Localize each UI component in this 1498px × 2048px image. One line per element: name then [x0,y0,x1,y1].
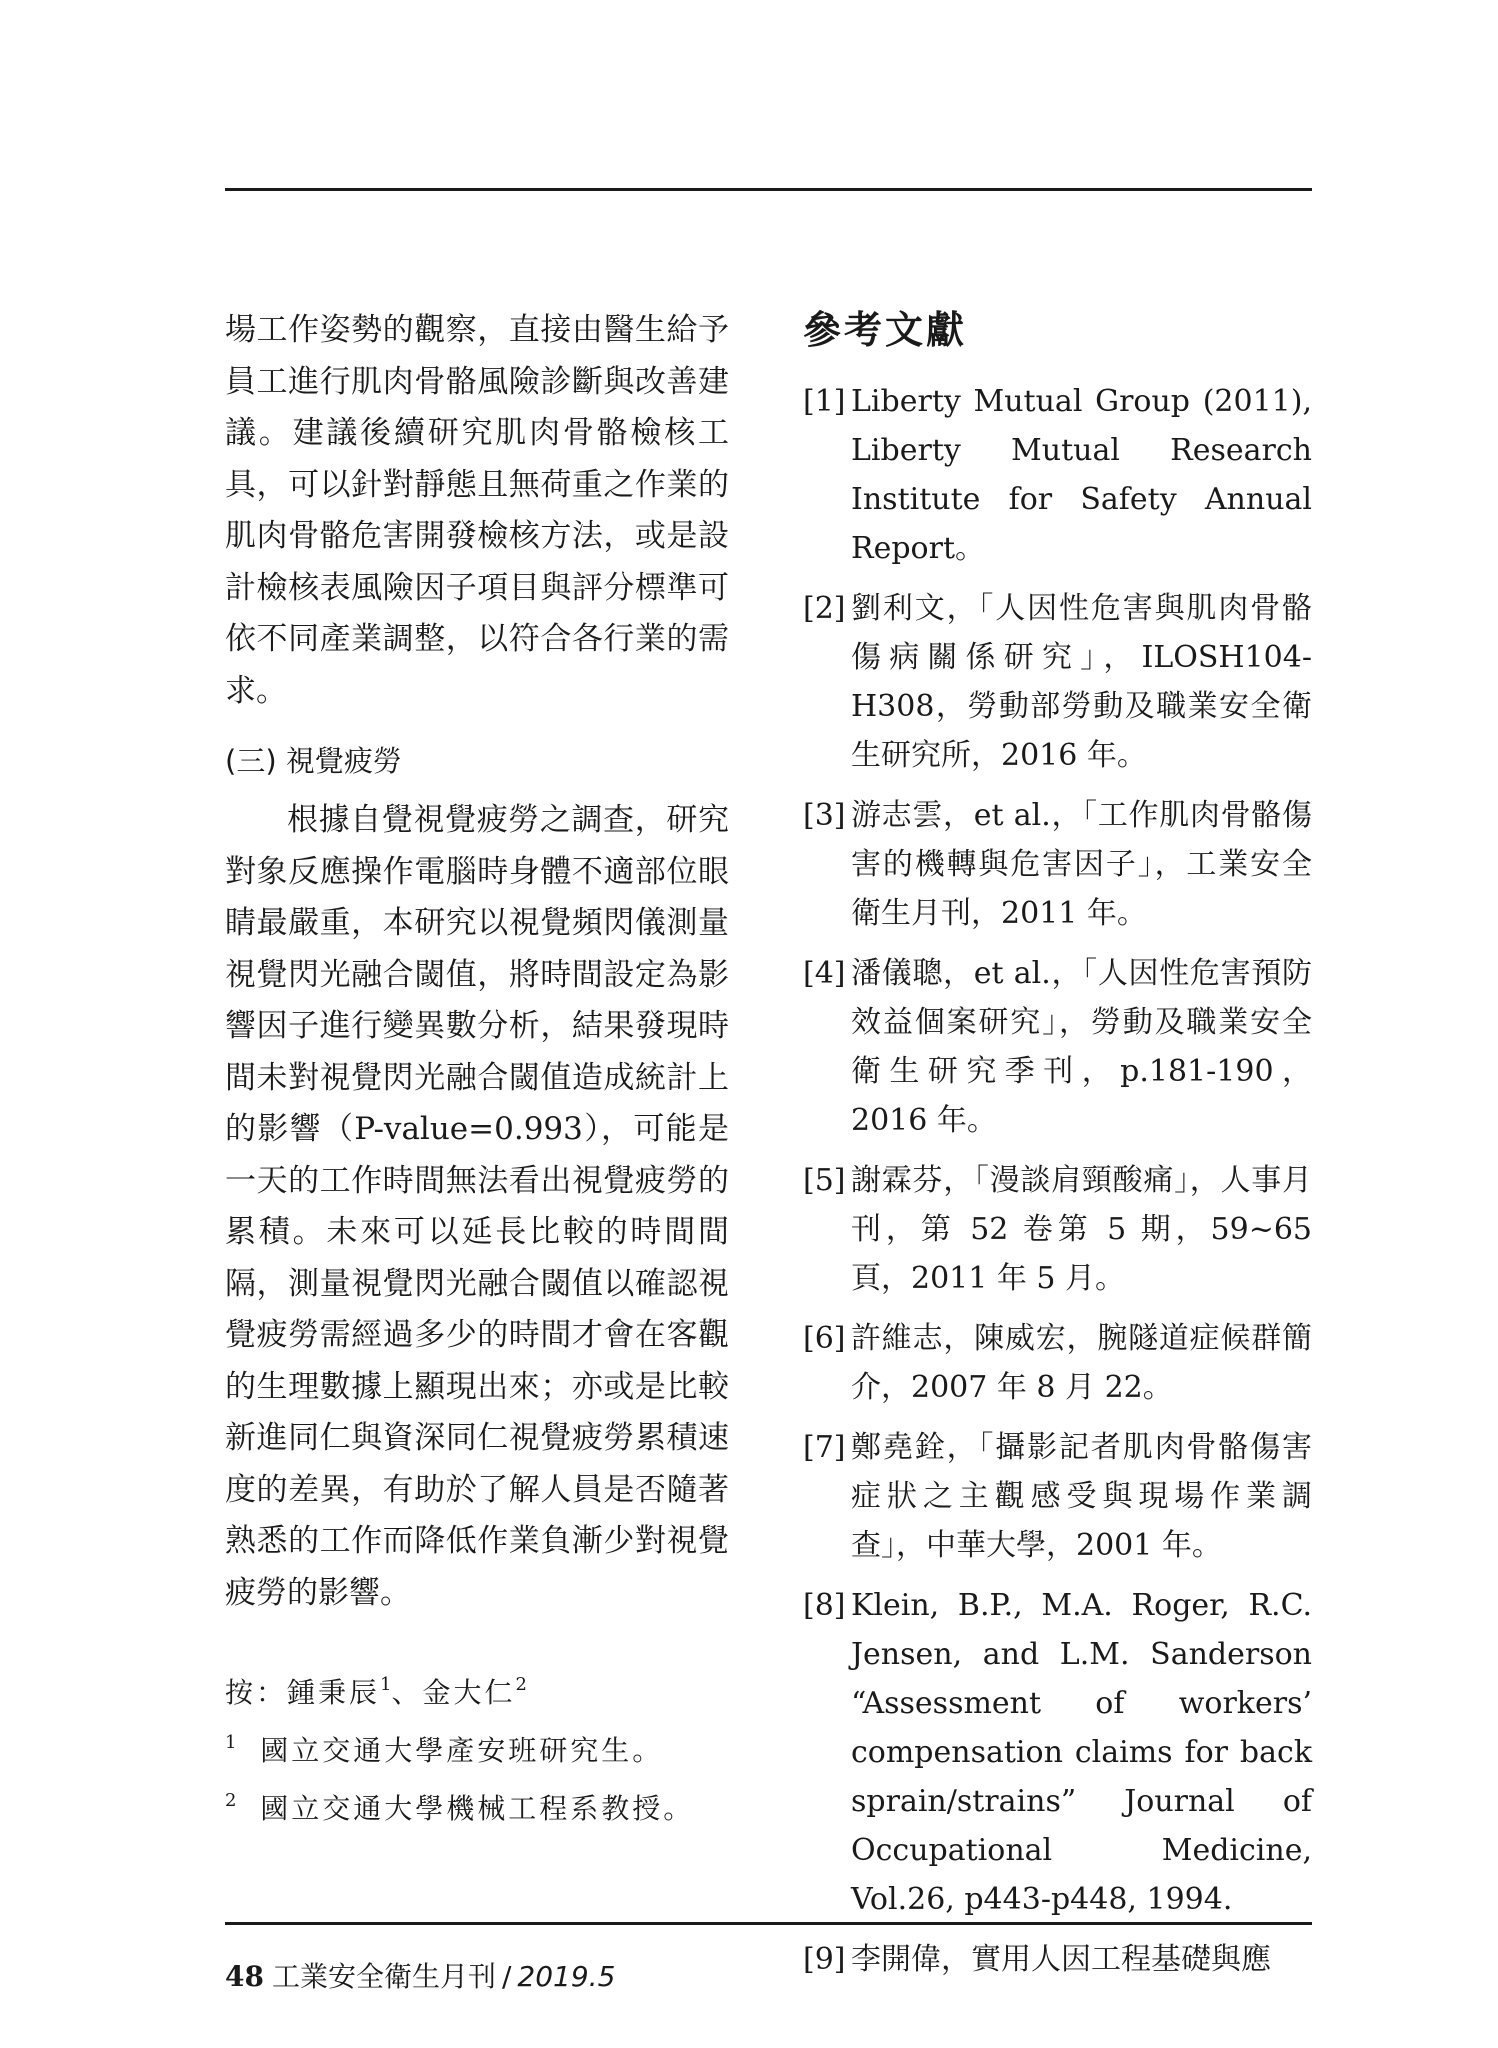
reference-item [803,1314,1312,1412]
page-footer [225,1955,615,1995]
reference-text: 李開偉，實用人因工程基礎與應 [851,1942,1271,1977]
reference-item [803,1935,1312,1984]
journal-name: 工業安全衛生月刊 [271,1960,496,1993]
reference-text: 鄭堯銓，「攝影記者肌肉骨骼傷害症狀之主觀感受與現場作業調查」，中華大學，2001 年。 [851,1430,1312,1563]
header-rule [225,188,1312,191]
reference-item [803,949,1312,1145]
body-paragraph: 場工作姿勢的觀察，直接由醫生給予員工進行肌肉骨骼風險診斷與改善建議。建議後續研究肌肉骨骼檢核工具，可以針對靜態且無荷重之作業的肌肉骨骼危害開發檢核方法，或是設計檢核表風險因子項目與評分標準可依不同產業調整，以符合各行業的需求。 [225,312,729,709]
section-subheading: (三) 視覺疲勞 [225,744,402,778]
reference-text: Klein, B.P., M.A. Roger, R.C. Jensen, and L.M. Sanderson “Assessment of workers’ compensation claims for back sprain/strains” Journal of Occupational Medicine, Vol.26, p443-p448, 1994. [851,1588,1312,1917]
affiliation-note-2: $^2$ 國立交通大學機械工程系教授。 [225,1790,695,1825]
reference-item [803,1423,1312,1570]
left-column [225,305,729,1619]
issue-date: 2019.5 [517,1960,616,1993]
author-line: 按：鍾秉辰$^1$、金大仁$^2$ [225,1674,527,1709]
references-title: 參考文獻 [803,308,968,352]
reference-number: [8] [803,1588,846,1623]
reference-text: Liberty Mutual Group (2011), Liberty Mutual Research Institute for Safety Annual Report。 [851,384,1312,566]
reference-number: [5] [803,1163,846,1198]
reference-number: [1] [803,384,846,419]
reference-item [803,584,1312,780]
reference-item [803,1581,1312,1924]
page-number: 48 [225,1960,264,1993]
reference-number: [2] [803,591,846,626]
body-paragraph: 根據自覺視覺疲勞之調查，研究對象反應操作電腦時身體不適部位眼睛最嚴重，本研究以視覺頻閃儀測量視覺閃光融合閾值，將時間設定為影響因子進行變異數分析，結果發現時間未對視覺閃光融合閾值造成統計上的影響（P-value=0.993），可能是一天的工作時間無法看出視覺疲勞的累積。未來可以延長比較的時間間隔，測量視覺閃光融合閾值以確認視覺疲勞需經過多少的時間才會在客觀的生理數據上顯現出來；亦或是比較新進同仁與資深同仁視覺疲勞累積速度的差異，有助於了解人員是否隨著熟悉的工作而降低作業負漸少對視覺疲勞的影響。 [225,802,729,1611]
reference-text: 許維志，陳威宏，腕隧道症候群簡介，2007 年 8 月 22。 [851,1321,1312,1405]
reference-number: [4] [803,956,846,991]
reference-item [803,791,1312,938]
reference-text: 謝霖芬，「漫談肩頸酸痛」，人事月刊，第 52 卷第 5 期，59~65 頁，2011 年 5 月。 [851,1163,1312,1296]
reference-item [803,1156,1312,1303]
affiliation-note-1: $^1$ 國立交通大學產安班研究生。 [225,1732,664,1767]
reference-number: [9] [803,1942,846,1977]
reference-number: [7] [803,1430,846,1465]
author-notes [225,1660,745,1834]
reference-number: [3] [803,798,846,833]
reference-list [803,377,1312,1984]
reference-text: 潘儀聰，et al.，「人因性危害預防效益個案研究」，勞動及職業安全衛生研究季刊，p.181-190，2016 年。 [851,956,1312,1138]
footer-separator: / [501,1960,512,1993]
reference-number: [6] [803,1321,846,1356]
references-column [803,305,1312,1995]
reference-item [803,377,1312,573]
footer-rule [225,1922,1312,1925]
reference-text: 游志雲，et al.，「工作肌肉骨骼傷害的機轉與危害因子」，工業安全衛生月刊，2011 年。 [851,798,1312,931]
reference-text: 劉利文，「人因性危害與肌肉骨骼傷病關係研究」，ILOSH104-H308，勞動部勞動及職業安全衛生研究所，2016 年。 [851,591,1312,773]
